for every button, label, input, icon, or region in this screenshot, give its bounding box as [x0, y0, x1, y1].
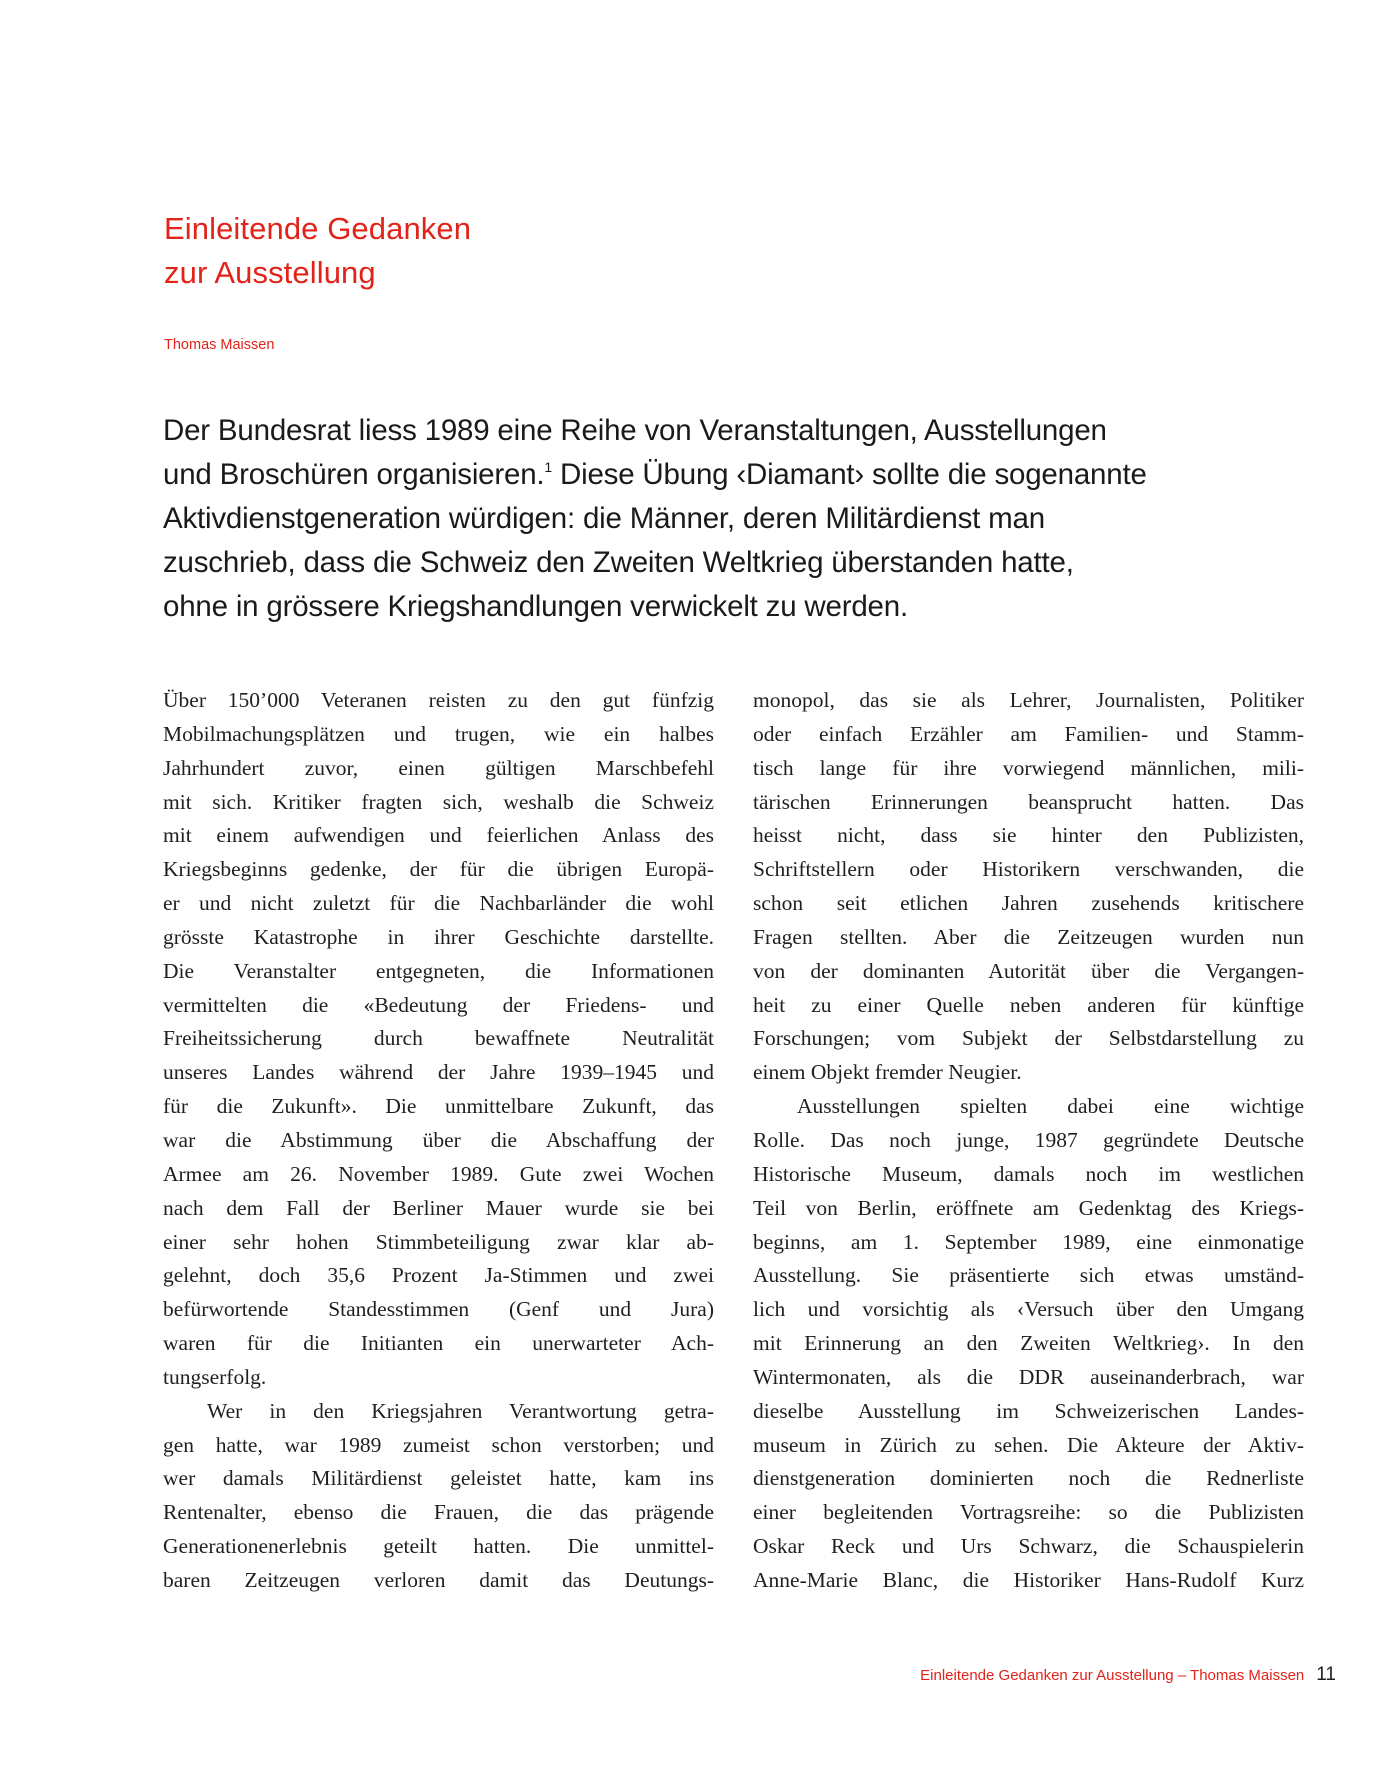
body-line: Wintermonaten, als die DDR auseinanderbrach, war [753, 1364, 1304, 1389]
body-line: Schriftstellern oder Historikern verschwanden, die [753, 857, 1304, 882]
page-number: 11 [1316, 1664, 1336, 1685]
body-line: Anne-Marie Blanc, die Historiker Hans-Rudolf Kurz [753, 1567, 1304, 1592]
lead-line-text: Diese Übung ‹Diamant› sollte die sogenannte [552, 458, 1147, 491]
body-line: monopol, das sie als Lehrer, Journalisten, Politiker [753, 688, 1304, 712]
body-line: Fragen stellten. Aber die Zeitzeugen wurden nun [753, 924, 1304, 949]
body-line: Freiheitssicherung durch bewaffnete Neutralität [163, 1026, 714, 1051]
body-line: war die Abstimmung über die Abschaffung der [163, 1127, 714, 1152]
body-line: Jahrhundert zuvor, einen gültigen Marschbefehl [163, 755, 714, 780]
body-line: unseres Landes während der Jahre 1939–1945 und [163, 1060, 714, 1085]
author-name: Thomas Maissen [164, 337, 275, 353]
body-line: mit Erinnerung an den Zweiten Weltkrieg›. In den [753, 1331, 1304, 1356]
body-line: für die Zukunft». Die unmittelbare Zukunft, das [163, 1094, 714, 1119]
running-head: Einleitende Gedanken zur Ausstellung – Thomas Maissen [920, 1667, 1305, 1684]
body-line: Forschungen; vom Subjekt der Selbstdarstellung zu [753, 1026, 1304, 1051]
body-line: heisst nicht, dass sie hinter den Publizisten, [753, 823, 1304, 848]
body-line: er und nicht zuletzt für die Nachbarländer die wohl [163, 891, 714, 916]
body-line: Historische Museum, damals noch im westlichen [753, 1161, 1304, 1186]
lead-line: Aktivdienstgeneration würdigen: die Männer, deren Militärdienst man [163, 502, 1045, 535]
body-line: Kriegsbeginns gedenke, der für die übrigen Europä- [163, 857, 714, 882]
body-line: museum in Zürich zu sehen. Die Akteure der Aktiv- [753, 1432, 1304, 1457]
body-line: beginns, am 1. September 1989, eine einmonatige [753, 1229, 1304, 1254]
body-line: Über 150’000 Veteranen reisten zu den gut fünfzig [163, 688, 714, 712]
lead-line: ohne in grössere Kriegshandlungen verwickelt zu werden. [163, 590, 908, 623]
body-column-right [753, 684, 1304, 1598]
body-line: vermittelten die «Bedeutung der Friedens- und [163, 992, 714, 1017]
body-line: Rentenalter, ebenso die Frauen, die das prägende [163, 1500, 714, 1525]
body-line: tisch lange für ihre vorwiegend männlichen, mili- [753, 755, 1304, 780]
body-line: Ausstellung. Sie präsentierte sich etwas umständ- [753, 1263, 1304, 1288]
body-line: Oskar Reck und Urs Schwarz, die Schauspielerin [753, 1534, 1304, 1559]
body-line: heit zu einer Quelle neben anderen für künftige [753, 992, 1304, 1017]
body-line: dienstgeneration dominierten noch die Rednerliste [753, 1466, 1304, 1491]
body-column-left [163, 684, 714, 1598]
body-line: oder einfach Erzähler am Familien- und Stamm- [753, 721, 1304, 746]
body-line: Die Veranstalter entgegneten, die Informationen [163, 958, 714, 983]
body-line: waren für die Initianten ein unerwarteter Ach- [163, 1331, 714, 1356]
lead-paragraph [163, 409, 1308, 629]
body-line: schon seit etlichen Jahren zusehends kritischere [753, 891, 1304, 916]
body-line-paragraph-start: Ausstellungen spielten dabei eine wichtige [797, 1094, 1304, 1119]
body-line: lich und vorsichtig als ‹Versuch über den Umgang [753, 1297, 1304, 1322]
body-line: befürwortende Standesstimmen (Genf und Jura) [163, 1297, 714, 1322]
body-line: tungserfolg. [163, 1364, 267, 1389]
body-line: gelehnt, doch 35,6 Prozent Ja-Stimmen und zwei [163, 1263, 714, 1288]
lead-line: zuschrieb, dass die Schweiz den Zweiten Weltkrieg überstanden hatte, [163, 546, 1074, 579]
body-line: mit einem aufwendigen und feierlichen Anlass des [163, 823, 714, 848]
body-line: Rolle. Das noch junge, 1987 gegründete Deutsche [753, 1127, 1304, 1152]
lead-line: Der Bundesrat liess 1989 eine Reihe von Veranstaltungen, Ausstellungen [163, 414, 1107, 447]
body-line: Armee am 26. November 1989. Gute zwei Wochen [163, 1161, 714, 1186]
body-line: tärischen Erinnerungen beansprucht hatten. Das [753, 789, 1304, 814]
body-line: Mobilmachungsplätzen und trugen, wie ein halbes [163, 721, 714, 746]
title-line-2: zur Ausstellung [164, 255, 376, 290]
body-line: mit sich. Kritiker fragten sich, weshalb die Schweiz [163, 789, 714, 814]
lead-line [163, 453, 1308, 497]
body-line: grösste Katastrophe in ihrer Geschichte darstellte. [163, 924, 714, 949]
body-line-paragraph-start: Wer in den Kriegsjahren Verantwortung getra- [207, 1398, 714, 1423]
body-line: baren Zeitzeugen verloren damit das Deutungs- [163, 1567, 714, 1592]
body-line: dieselbe Ausstellung im Schweizerischen Landes- [753, 1398, 1304, 1423]
body-line: von der dominanten Autorität über die Vergangen- [753, 958, 1304, 983]
body-line: Teil von Berlin, eröffnete am Gedenktag des Kriegs- [753, 1195, 1304, 1220]
body-line: nach dem Fall der Berliner Mauer wurde sie bei [163, 1195, 714, 1220]
body-line: einer begleitenden Vortragsreihe: so die Publizisten [753, 1500, 1304, 1525]
footnote-marker[interactable]: 1 [544, 459, 553, 475]
body-line: wer damals Militärdienst geleistet hatte, kam ins [163, 1466, 714, 1491]
body-line: einem Objekt fremder Neugier. [753, 1060, 1022, 1085]
body-line: einer sehr hohen Stimmbeteiligung zwar klar ab- [163, 1229, 714, 1254]
page-footer [920, 1664, 1336, 1686]
page-title [164, 207, 471, 295]
lead-line-text: und Broschüren organisieren. [163, 458, 545, 491]
body-line: Generationenerlebnis geteilt hatten. Die unmittel- [163, 1534, 714, 1559]
body-line: gen hatte, war 1989 zumeist schon verstorben; und [163, 1432, 714, 1457]
title-line-1: Einleitende Gedanken [164, 211, 472, 246]
